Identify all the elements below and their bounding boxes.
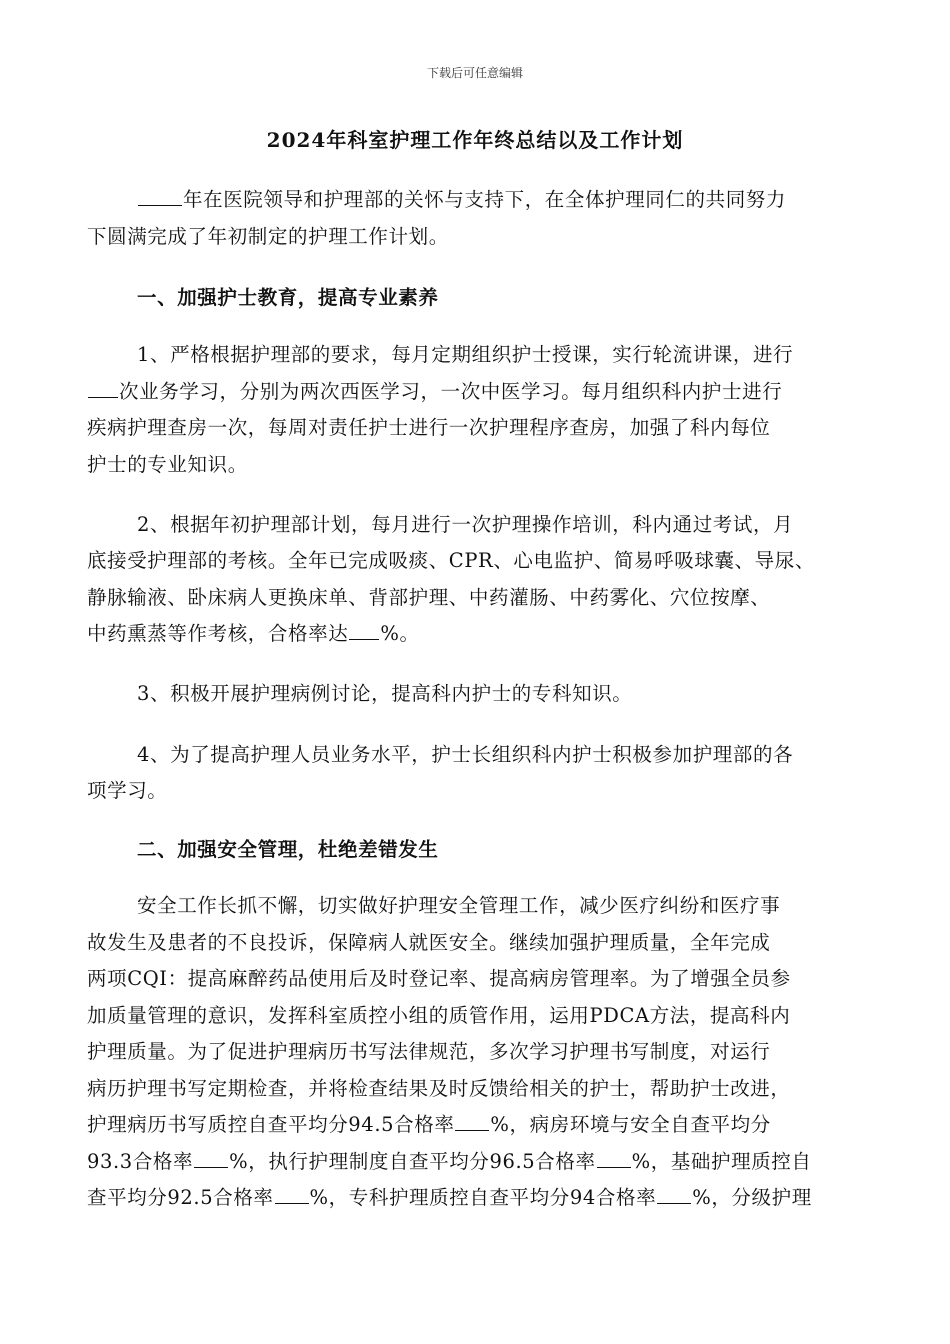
paragraph-line: 加质量管理的意识，发挥科室质控小组的质管作用，运用PDCA方法，提高科内 <box>87 1004 791 1027</box>
paragraph-line: 4、为了提高护理人员业务水平，护士长组织科内护士积极参加护理部的各 <box>137 743 794 766</box>
paragraph-line: 中药熏蒸等作考核，合格率达 %。 <box>87 622 420 645</box>
paragraph-line: 下圆满完成了年初制定的护理工作计划。 <box>87 225 449 248</box>
paragraph-line: 静脉输液、卧床病人更换床单、背部护理、中药灌肠、中药雾化、穴位按摩、 <box>87 586 771 609</box>
paragraph-line: 项学习。 <box>87 779 168 802</box>
fill-blank <box>275 1202 309 1204</box>
document-title: 2024年科室护理工作年终总结以及工作计划 <box>266 128 684 152</box>
fill-blank <box>455 1129 489 1131</box>
paragraph-line: 故发生及患者的不良投诉，保障病人就医安全。继续加强护理质量，全年完成 <box>87 931 771 954</box>
fill-blank <box>194 1166 228 1168</box>
paragraph-line: 底接受护理部的考核。全年已完成吸痰、CPR、心电监护、简易呼吸球囊、导尿、 <box>87 549 815 572</box>
paragraph-line: 93.3合格率 %，执行护理制度自查平均分96.5合格率 %，基础护理质控自 <box>87 1150 812 1173</box>
paragraph-line: 3、积极开展护理病例讨论，提高科内护士的专科知识。 <box>137 682 633 705</box>
fill-blank <box>138 204 182 206</box>
section-heading: 一、加强护士教育，提高专业素养 <box>137 286 439 309</box>
paragraph-line: 护理质量。为了促进护理病历书写法律规范，多次学习护理书写制度，对运行 <box>87 1040 771 1063</box>
header-note: 下载后可任意编辑 <box>426 66 523 80</box>
fill-blank <box>657 1202 691 1204</box>
paragraph-line: 两项CQI：提高麻醉药品使用后及时登记率、提高病房管理率。为了增强全员参 <box>87 967 791 990</box>
fill-blank <box>88 396 118 398</box>
paragraph-line: 1、严格根据护理部的要求，每月定期组织护士授课，实行轮流讲课，进行 <box>137 343 794 366</box>
fill-blank <box>597 1166 631 1168</box>
paragraph-line: 安全工作长抓不懈，切实做好护理安全管理工作，减少医疗纠纷和医疗事 <box>137 894 781 917</box>
paragraph-line: 年在医院领导和护理部的关怀与支持下，在全体护理同仁的共同努力 <box>137 184 786 212</box>
paragraph-line: 查平均分92.5合格率 %，专科护理质控自查平均分94合格率 %，分级护理 <box>87 1186 812 1209</box>
paragraph-line: 次业务学习，分别为两次西医学习，一次中医学习。每月组织科内护士进行 <box>87 376 782 404</box>
fill-blank <box>349 638 379 640</box>
paragraph-line: 护士的专业知识。 <box>87 453 248 476</box>
paragraph-line: 护理病历书写质控自查平均分94.5合格率 %，病房环境与安全自查平均分 <box>87 1113 771 1136</box>
paragraph-line: 疾病护理查房一次，每周对责任护士进行一次护理程序查房，加强了科内每位 <box>87 416 771 439</box>
section-heading: 二、加强安全管理，杜绝差错发生 <box>137 838 439 861</box>
paragraph-line: 病历护理书写定期检查，并将检查结果及时反馈给相关的护士，帮助护士改进， <box>87 1077 791 1100</box>
paragraph-line: 2、根据年初护理部计划，每月进行一次护理操作培训，科内通过考试，月 <box>137 513 794 536</box>
